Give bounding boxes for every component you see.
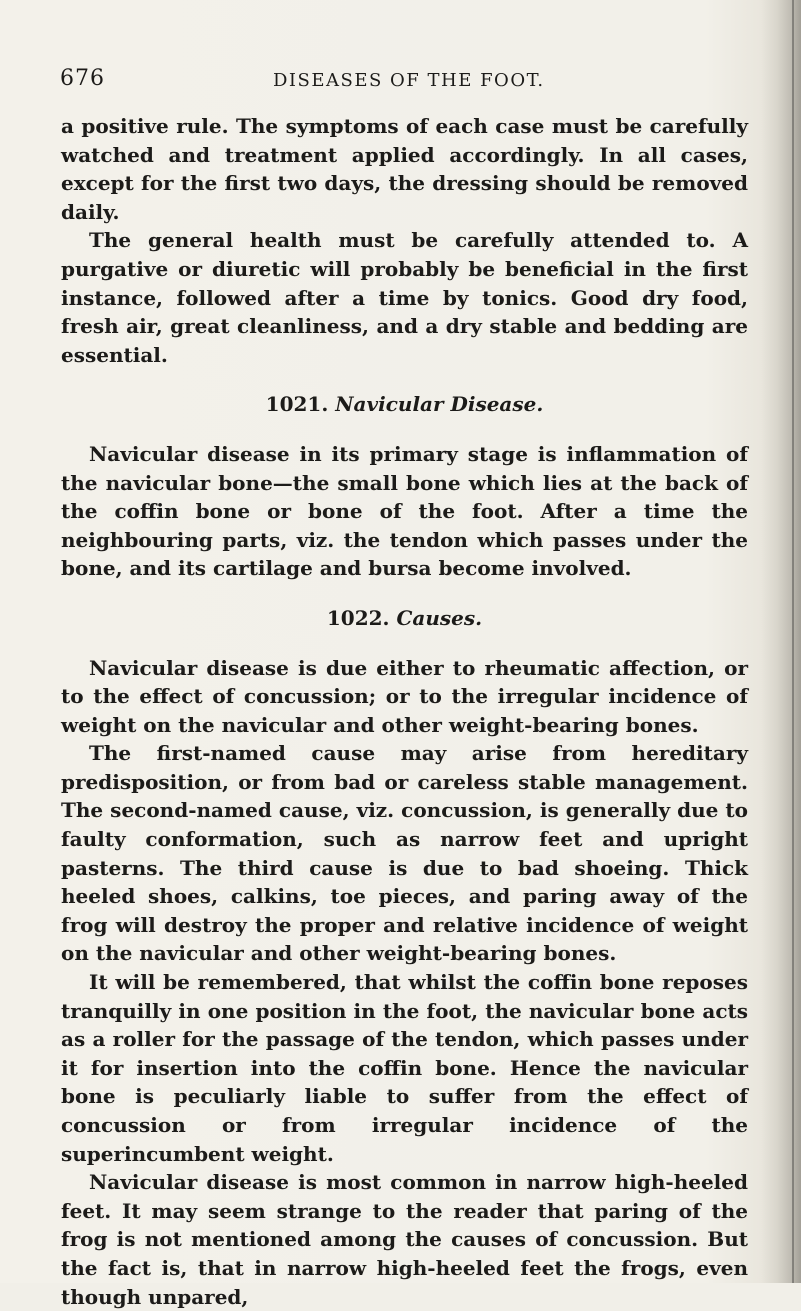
paragraph-causes-intro: Navicular disease is due either to rheumatic affection, or to the effect of concussion; or to the irregular incidence of weight on the navicular and other weight-bearing bones. [61, 655, 748, 737]
paragraph-general-health: The general health must be carefully attended to. A purgative or diuretic will probably be beneficial in the first instance, followed after a time by tonics. Good dry food, fresh air, great cleanliness, and a dry stable and bedding are essential. [61, 228, 748, 367]
paragraph-continued: a positive rule. The symptoms of each case must be carefully watched and treatment applied accordingly. In all cases, except for the first two days, the dressing should be removed daily. [61, 114, 748, 224]
paragraph-navicular-disease: Navicular disease in its primary stage is inflammation of the navicular bone—the small bone which lies at the back of the coffin bone or bone of the foot. After a time the neighbouring parts, viz. the tendon which passes under the bone, and its cartilage and bursa become involved. [61, 441, 748, 581]
page-binding-edge [792, 0, 794, 1283]
paragraph-first-named-cause: The first-named cause may arise from hereditary predisposition, or from bad or careless stable management. The second-named cause, viz. concussion, is generally due to faulty conformation, such as narrow feet and upright pasterns. The third cause is due to bad shoeing. Thick heeled shoes, calkins, toe pieces, and paring away of the frog will destroy the proper and relative incidence of weight on the navicular and other weight-bearing bones. [61, 741, 748, 966]
page-header [60, 66, 750, 96]
section-number: 1021. [265, 392, 329, 417]
section-title: Navicular Disease. [335, 392, 544, 417]
section-title: Causes. [396, 605, 483, 630]
section-heading-1022 [61, 604, 748, 633]
page-number: 676 [60, 66, 105, 91]
running-title: DISEASES OF THE FOOT. [273, 70, 545, 91]
page-binding-shadow [761, 0, 801, 1283]
page-body [61, 112, 748, 1311]
paragraph-coffin-bone: It will be remembered, that whilst the coffin bone reposes tranquilly in one position in the foot, the navicular bone acts as a roller for the passage of the tendon, which passes under it for insertion into the coffin bone. Hence the navicular bone is peculiarly liable to suffer from the effect of concussion or from irregular incidence of the superincumbent weight. [61, 970, 748, 1166]
paragraph-high-heeled-feet: Navicular disease is most common in narrow high-heeled feet. It may seem strange to the reader that paring of the frog is not mentioned among the causes of concussion. But the fact is, that in narrow high-heeled feet the frogs, even though unpared, [61, 1170, 748, 1309]
section-heading-1021 [61, 390, 748, 419]
section-number: 1022. [326, 605, 390, 630]
